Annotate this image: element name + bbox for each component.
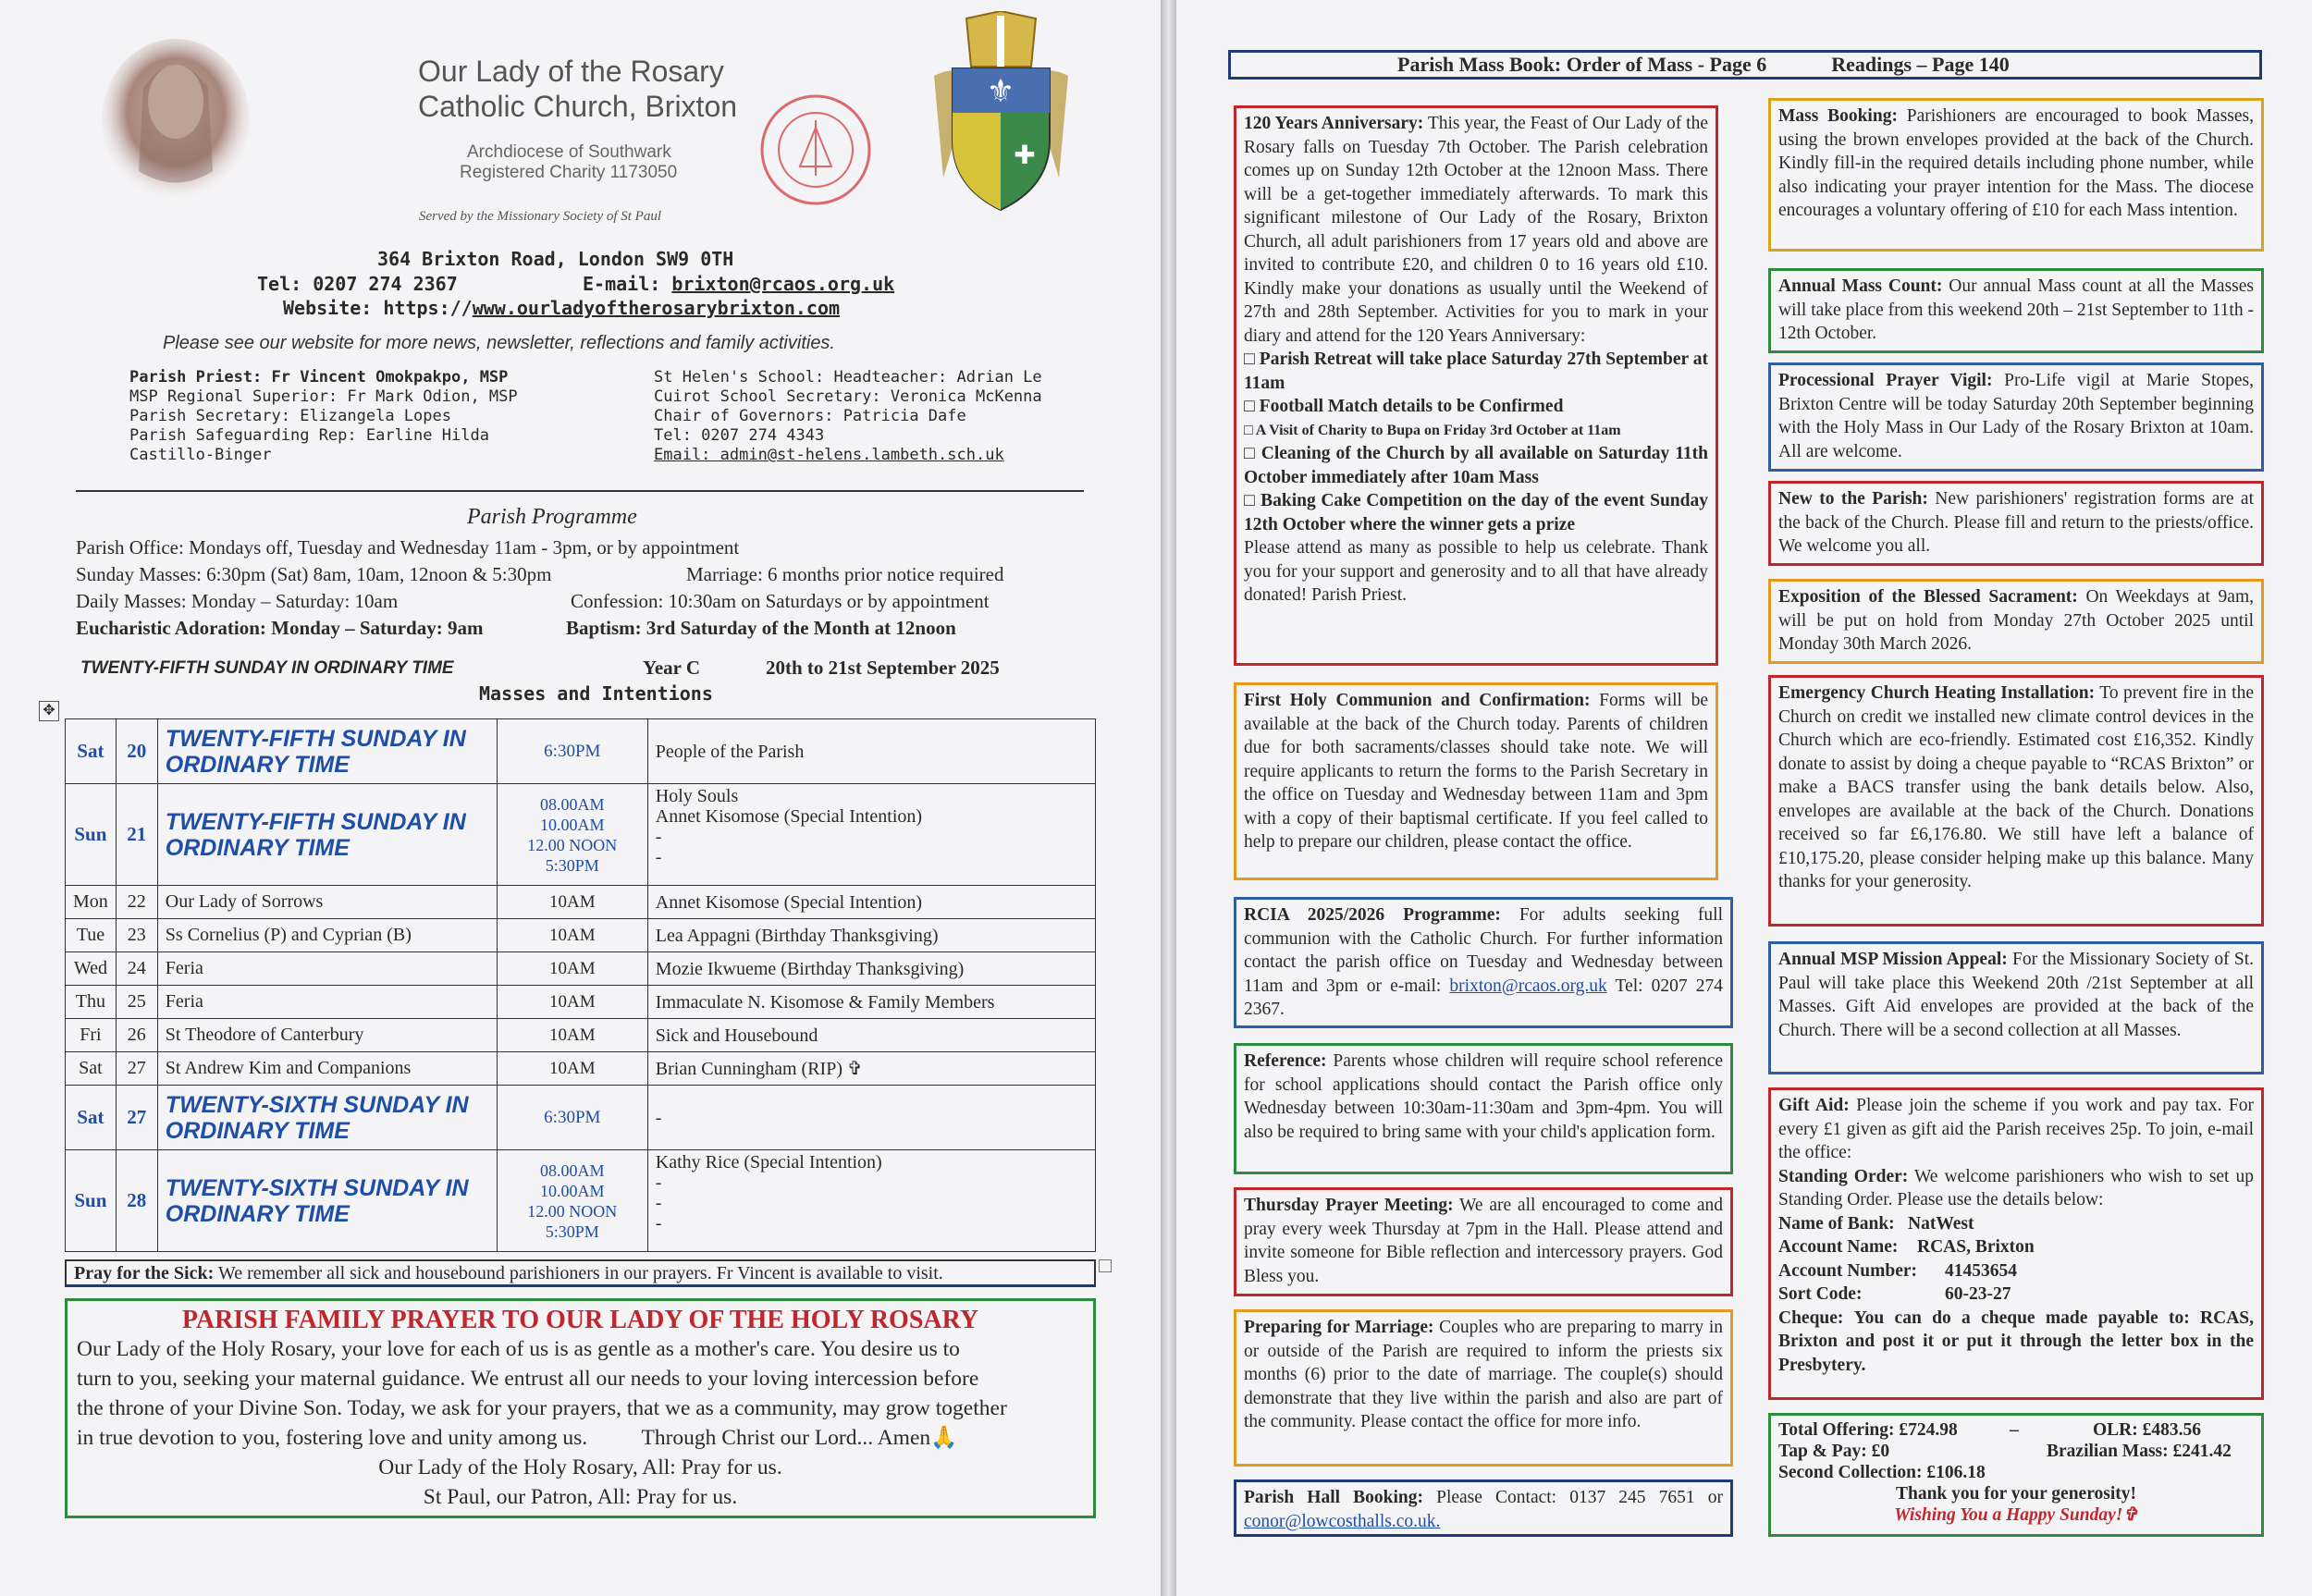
msp-appeal-notice: [1768, 941, 2264, 1074]
intention-line: Annet Kisomose (Special Intention): [655, 891, 923, 913]
mass-date: 27: [116, 1052, 157, 1086]
mass-time: 5:30PM: [545, 1222, 599, 1241]
mass-day: Thu: [66, 986, 117, 1019]
church-name-line-1: Our Lady of the Rosary: [418, 55, 724, 88]
svg-text:⚜: ⚜: [986, 73, 1015, 110]
booking-label: Mass Booking:: [1778, 106, 1898, 126]
liturgical-year: Year C: [643, 657, 701, 679]
baptism-times: Baptism: 3rd Saturday of the Month at 12noon: [566, 617, 956, 639]
intention-line: -: [655, 1213, 662, 1234]
mass-time: 08.00AM: [540, 794, 605, 814]
mass-date: 25: [116, 986, 157, 1019]
cheque-label: Cheque:: [1778, 1307, 1844, 1328]
mass-day: Sat: [66, 1086, 117, 1150]
mass-day: Wed: [66, 952, 117, 986]
mass-date: 28: [116, 1150, 157, 1252]
mass-time: 10AM: [548, 1025, 596, 1045]
mass-times: [497, 1150, 647, 1252]
mass-feast: TWENTY-FIFTH SUNDAY IN ORDINARY TIME: [157, 719, 497, 784]
mass-times: [497, 886, 647, 919]
vigil-text: Pro-Life vigil at Marie Stopes, Brixton Centre will be today Saturday 20th September beginning with the Holy Mass in Our Lady of the Rosary Brixton at 10am. All are welcome.: [1778, 371, 2255, 461]
anniversary-closing: Please attend as many as possible to help us celebrate. Thank you for your support and generosity and to all that have already donated! Parish Priest.: [1244, 538, 1708, 605]
mass-row: [66, 784, 1096, 886]
intention-line: -: [655, 827, 662, 847]
mass-day: Sun: [66, 784, 117, 886]
website-label: Website: https://: [283, 297, 473, 319]
marriage-label: Preparing for Marriage:: [1244, 1318, 1434, 1337]
family-prayer-box: [65, 1298, 1096, 1518]
mass-row: [66, 1086, 1096, 1150]
mass-row: [66, 886, 1096, 919]
intention-line: Sick and Housebound: [655, 1025, 818, 1046]
mass-row: [66, 719, 1096, 784]
exposition-notice: [1768, 579, 2264, 664]
masses-table: [65, 718, 1096, 1252]
brazilian-mass-offering: Brazilian Mass: £241.42: [2047, 1442, 2232, 1461]
charity-text: Registered Charity 1173050: [460, 163, 678, 182]
mass-row: [66, 1019, 1096, 1052]
intention-line: People of the Parish: [655, 741, 805, 762]
mass-intention: [647, 1052, 1095, 1086]
anniversary-text: This year, the Feast of Our Lady of the Rosary falls on Tuesday 7th October. The Parish celebration comes up on Sunday 12th October at the 12noon Mass. There will be a get-together immediately afterwards. To mark this significant milestone of Our Lady of the Rosary, Brixton Church, all adult parishioners from 17 years old and above are invited to contribute £20, and children 0 to 16 years old £10. Kindly make your donations as usually until the Weekend of 27th and 28th September. Activities for you to mark in your diary and attend for the 120 Years Anniversary:: [1244, 114, 1708, 346]
prayer-line: in true devotion to you, fostering love and unity among us. Through Christ our Lord... Amen🙏: [77, 1426, 958, 1450]
activity-item: □ Cleaning of the Church by all available on Saturday 11th October immediately after 10am Mass: [1244, 444, 1708, 487]
email-link[interactable]: brixton@rcaos.org.uk: [671, 273, 895, 295]
school-line: Cuirot School Secretary: Veronica McKenna: [654, 387, 1042, 406]
address-text: 364 Brixton Road, London SW9 0TH: [377, 248, 734, 270]
mass-day: Sat: [66, 719, 117, 784]
hall-email-link[interactable]: conor@lowcosthalls.co.uk.: [1244, 1511, 1441, 1531]
page-gutter: [1161, 0, 1176, 1596]
rcia-email-link[interactable]: brixton@rcaos.org.uk: [1449, 976, 1607, 996]
mass-row: [66, 1150, 1096, 1252]
thursday-text: We are all encouraged to come and pray every week Thursday at 7pm in the Hall. Please attend and invite someone for Bible reflection and intercessory prayers. God Bless you.: [1244, 1196, 1723, 1286]
mass-times: [497, 1019, 647, 1052]
communion-label: First Holy Communion and Confirmation:: [1244, 691, 1591, 710]
mass-date: 20: [116, 719, 157, 784]
school-line: Tel: 0207 274 4343: [654, 426, 825, 445]
activity-item: □ A Visit of Charity to Bupa on Friday 3rd October at 11am: [1244, 422, 1621, 438]
order-of-mass-ref: Parish Mass Book: Order of Mass - Page 6: [1397, 53, 1767, 76]
msp-label: Annual MSP Mission Appeal:: [1778, 950, 2008, 969]
intention-line: Brian Cunningham (RIP) ✞: [655, 1058, 863, 1079]
family-prayer-title: PARISH FAMILY PRAYER TO OUR LADY OF THE HOLY ROSARY: [181, 1306, 979, 1334]
gift-aid-label: Gift Aid:: [1778, 1096, 1850, 1115]
mass-row: [66, 919, 1096, 952]
week-dates: 20th to 21st September 2025: [766, 657, 1000, 679]
second-collection: Second Collection: £106.18: [1778, 1463, 1986, 1482]
mass-row: [66, 1052, 1096, 1086]
communion-notice: [1234, 682, 1718, 880]
mass-date: 21: [116, 784, 157, 886]
archdiocese-text: Archdiocese of Southwark: [467, 142, 671, 162]
mass-time: 10AM: [548, 1058, 596, 1078]
mass-date: 27: [116, 1086, 157, 1150]
staff-line: Parish Secretary: Elizangela Lopes: [129, 407, 451, 425]
archdiocese-coat-of-arms-image: [925, 11, 1077, 215]
mass-time: 10AM: [548, 958, 596, 978]
intention-line: Immaculate N. Kisomose & Family Members: [655, 991, 995, 1013]
reference-label: Reference:: [1244, 1051, 1327, 1071]
thursday-label: Thursday Prayer Meeting:: [1244, 1196, 1454, 1215]
intention-line: Kathy Rice (Special Intention): [655, 1152, 882, 1172]
exposition-text: On Weekdays at 9am, will be put on hold from Monday 27th October 2025 until Monday 30th March 2026.: [1778, 587, 2254, 654]
mass-time: 6:30PM: [544, 741, 601, 761]
mass-intention: [647, 1150, 1095, 1252]
mass-times: [497, 1052, 647, 1086]
activity-item: □ Parish Retreat will take place Saturday 27th September at 11am: [1244, 350, 1708, 393]
mass-times: [497, 952, 647, 986]
staff-line: Castillo-Binger: [129, 446, 272, 464]
gift-aid-text: Please join the scheme if you work and pay tax. For every £1 given as gift aid the Parish receives 25p. To join, e-mail the office:: [1778, 1096, 2254, 1162]
church-name-line-2: Catholic Church, Brixton: [418, 90, 738, 123]
mass-times: [497, 719, 647, 784]
reference-text: Parents whose children will require school reference for school applications should contact the Parish office only Wednesday between 10:30am-11:30am and 3pm-4pm. You will also be required to bring same with your child's application form.: [1244, 1051, 1724, 1142]
new-label: New to the Parish:: [1778, 489, 1928, 509]
mass-feast: St Andrew Kim and Companions: [157, 1052, 497, 1086]
heating-text: To prevent fire in the Church on credit we installed new climate control devices in the Church which are eco-friendly. Estimated cost £16,352. Kindly donate to assist by doing a cheque payable to “RCAS Brixton” or make a BACS transfer using the bank details below. Also, envelopes are available at the back of the Church. Donations received so far £6,176.80. We still have left a balance of £10,175.20, please consider helping make up this balance. Many thanks for your generosity.: [1778, 683, 2254, 891]
mass-time: 10.00AM: [540, 1181, 605, 1200]
communion-text: Forms will be available at the back of the Church today. Parents of children due for both sacraments/classes should take note. We will require applicants to return the forms to the Parish Secretary in the office on Tuesday and Wednesday between 11am and 3pm with a copy of their baptismal certificate. If you feel called to help to prepare our children, please contact the office.: [1244, 691, 1708, 852]
offering-dash: –: [2010, 1420, 2019, 1440]
sort-code-label: Sort Code:: [1778, 1284, 1863, 1304]
move-handle-icon[interactable]: ✥: [39, 701, 59, 721]
missionary-seal-image: [758, 92, 874, 208]
new-parishioners-notice: [1768, 481, 2264, 566]
phone-text: Tel: 0207 274 2367: [257, 273, 458, 295]
office-hours: Parish Office: Mondays off, Tuesday and Wednesday 11am - 3pm, or by appointment: [76, 536, 740, 559]
mass-book-banner: [1228, 50, 2262, 80]
prayer-response-1: Our Lady of the Holy Rosary, All: Pray for us.: [378, 1455, 782, 1479]
week-title: TWENTY-FIFTH SUNDAY IN ORDINARY TIME: [80, 658, 454, 678]
prayer-line: turn to you, seeking your maternal guidance. We entrust all our needs to your loving intercession before: [77, 1367, 979, 1391]
mass-feast: TWENTY-SIXTH SUNDAY IN ORDINARY TIME: [157, 1150, 497, 1252]
mass-intention: [647, 919, 1095, 952]
mass-date: 24: [116, 952, 157, 986]
total-offering: Total Offering: £724.98: [1778, 1420, 1958, 1440]
anniversary-notice: [1234, 105, 1718, 666]
marriage-notice: Marriage: 6 months prior notice required: [686, 563, 1004, 585]
mass-intention: [647, 784, 1095, 886]
mass-day: Fri: [66, 1019, 117, 1052]
mass-times: [497, 784, 647, 886]
marriage-text: Couples who are preparing to marry in or outside of the Parish are required to inform the priests six months (6) prior to the date of marriage. The couple(s) should demonstrate that they live within the parish and also are part of the community. Please contact the office for more info.: [1244, 1318, 1723, 1431]
activity-item: □ Baking Cake Competition on the day of the event Sunday 12th October where the winner gets a prize: [1244, 491, 1708, 534]
email-label: E-mail:: [583, 273, 672, 295]
new-text: New parishioners' registration forms are at the back of the Church. Please fill and return to the priests/office. We welcome you all.: [1778, 489, 2255, 556]
mass-intention: [647, 719, 1095, 784]
mass-feast: Ss Cornelius (P) and Cyprian (B): [157, 919, 497, 952]
bank-value: NatWest: [1908, 1213, 1974, 1234]
booking-text: Parishioners are encouraged to book Masses, using the brown envelopes provided at the back of the Church. Kindly fill-in the required details including phone number, while also indicating your prayer intention for the Mass. The diocese encourages a voluntary offering of £10 for each Mass intention.: [1778, 106, 2255, 220]
mass-intention: [647, 986, 1095, 1019]
intention-line: Annet Kisomose (Special Intention): [655, 806, 923, 827]
school-staff-list: [654, 368, 1042, 465]
email-line: [583, 273, 894, 295]
offering-summary: [1768, 1413, 2264, 1537]
rcia-label: RCIA 2025/2026 Programme:: [1244, 905, 1501, 925]
mass-date: 22: [116, 886, 157, 919]
mass-time: 12.00 NOON: [527, 1201, 618, 1221]
mass-feast: St Theodore of Canterbury: [157, 1019, 497, 1052]
rcia-tel: Tel: 0207 274 2367.: [1244, 976, 1724, 1019]
prayer-line: the throne of your Divine Son. Today, we ask for your prayers, that we as a community, may grow together: [77, 1396, 1007, 1420]
mass-times: [497, 919, 647, 952]
pray-for-sick-text: We remember all sick and housebound parishioners in our prayers. Fr Vincent is available to visit.: [214, 1263, 943, 1283]
prayer-vigil-notice: [1768, 362, 2264, 472]
account-number-value: 41453654: [1945, 1260, 2017, 1281]
sunday-masses: Sunday Masses: 6:30pm (Sat) 8am, 10am, 12noon & 5:30pm: [76, 563, 552, 585]
heating-label: Emergency Church Heating Installation:: [1778, 683, 2096, 703]
see-website-note: Please see our website for more news, newsletter, reflections and family activities.: [163, 333, 835, 353]
mass-time: 10AM: [548, 925, 596, 945]
mass-date: 23: [116, 919, 157, 952]
standing-order-label: Standing Order:: [1778, 1166, 1909, 1186]
mass-feast: TWENTY-FIFTH SUNDAY IN ORDINARY TIME: [157, 784, 497, 886]
mass-time: 10.00AM: [540, 815, 605, 834]
right-page: [1176, 0, 2312, 1596]
cheque-text: You can do a cheque made payable to: RCAS, Brixton and post it or put it through the letter box in the Presbytery.: [1778, 1307, 2255, 1375]
mass-day: Tue: [66, 919, 117, 952]
mass-feast: Our Lady of Sorrows: [157, 886, 497, 919]
hall-text: Please Contact: 0137 245 7651 or: [1436, 1488, 1724, 1507]
mass-day: Sun: [66, 1150, 117, 1252]
intention-line: Lea Appagni (Birthday Thanksgiving): [655, 925, 939, 946]
adoration-times: Eucharistic Adoration: Monday – Saturday: 9am: [76, 617, 484, 639]
mass-intention: [647, 1019, 1095, 1052]
staff-line: Parish Safeguarding Rep: Earline Hilda: [129, 426, 489, 445]
mass-date: 26: [116, 1019, 157, 1052]
thank-you-text: Thank you for your generosity!: [1895, 1484, 2137, 1504]
prayer-response-2: St Paul, our Patron, All: Pray for us.: [423, 1485, 738, 1509]
exposition-label: Exposition of the Blessed Sacrament:: [1778, 587, 2078, 607]
mass-intention: [647, 952, 1095, 986]
mass-time: 5:30PM: [545, 855, 599, 875]
mass-feast: Feria: [157, 986, 497, 1019]
mass-times: [497, 986, 647, 1019]
programme-title: Parish Programme: [467, 505, 637, 529]
mass-times: [497, 1086, 647, 1150]
confession-times: Confession: 10:30am on Saturdays or by appointment: [571, 590, 990, 612]
thursday-prayer-notice: [1234, 1187, 1733, 1296]
account-number-label: Account Number:: [1778, 1260, 1918, 1281]
standing-order-text: We welcome parishioners who wish to set up Standing Order. Please use the details below:: [1778, 1166, 2254, 1209]
divider: [76, 490, 1084, 492]
intention-line: -: [655, 1193, 662, 1213]
count-text: Our annual Mass count at all the Masses will take place from this weekend 20th – 21st September to 11th - 12th October.: [1778, 276, 2254, 343]
mass-feast: Feria: [157, 952, 497, 986]
readings-ref: Readings – Page 140: [1831, 53, 2010, 76]
mass-time: 6:30PM: [544, 1107, 601, 1127]
mass-time: 10AM: [548, 891, 596, 912]
account-name-label: Account Name:: [1778, 1237, 1899, 1257]
rcia-notice: [1234, 897, 1733, 1028]
mass-time: 10AM: [548, 991, 596, 1012]
hall-label: Parish Hall Booking:: [1244, 1488, 1423, 1507]
mass-booking-notice: [1768, 98, 2264, 252]
bank-label: Name of Bank:: [1778, 1213, 1895, 1234]
mass-feast: TWENTY-SIXTH SUNDAY IN ORDINARY TIME: [157, 1086, 497, 1150]
mass-row: [66, 952, 1096, 986]
marriage-prep-notice: [1234, 1309, 1733, 1467]
website-line: [283, 297, 840, 319]
mass-time: 08.00AM: [540, 1160, 605, 1180]
count-label: Annual Mass Count:: [1778, 276, 1943, 296]
msp-text: For the Missionary Society of St. Paul will take place this Weekend 20th /21st September at all Masses. Gift Aid envelopes are provided at the back of the Church. There will be a second collection at all Masses.: [1778, 950, 2254, 1040]
madonna-portrait-image: [97, 32, 254, 203]
school-email[interactable]: Email: admin@st-helens.lambeth.sch.uk: [654, 446, 1004, 464]
mass-intention: [647, 1086, 1095, 1150]
intention-line: -: [655, 847, 662, 867]
mass-day: Mon: [66, 886, 117, 919]
gift-aid-notice: [1768, 1087, 2264, 1400]
sort-code-value: 60-23-27: [1945, 1284, 2011, 1304]
account-name-value: RCAS, Brixton: [1917, 1237, 2035, 1257]
mass-time: 12.00 NOON: [527, 835, 618, 854]
reference-notice: [1234, 1043, 1733, 1174]
intention-line: Holy Souls: [655, 786, 739, 806]
mass-row: [66, 986, 1096, 1019]
mass-intention: [647, 886, 1095, 919]
pray-for-sick-banner: [65, 1259, 1096, 1287]
school-line: St Helen's School: Headteacher: Adrian Le: [654, 368, 1042, 387]
rcia-text: For adults seeking full communion with the Catholic Church. For further information contact the parish office on Tuesday and Wednesday between 11am and 3pm or e-mail:: [1244, 905, 1724, 996]
intention-line: Mozie Ikwueme (Birthday Thanksgiving): [655, 958, 965, 979]
resize-handle[interactable]: [1099, 1259, 1112, 1272]
served-by-text: Served by the Missionary Society of St Paul: [419, 209, 662, 224]
school-line: Chair of Governors: Patricia Dafe: [654, 407, 966, 425]
mass-count-notice: [1768, 268, 2264, 353]
parish-staff-list: [129, 368, 518, 465]
hall-booking-notice: [1234, 1479, 1733, 1537]
happy-sunday-text: Wishing You a Happy Sunday!✞: [1894, 1505, 2138, 1525]
tap-pay-offering: Tap & Pay: £0: [1778, 1442, 1890, 1461]
programme-block: [76, 534, 1112, 642]
mass-day: Sat: [66, 1052, 117, 1086]
intention-line: -: [655, 1172, 662, 1193]
staff-line: MSP Regional Superior: Fr Mark Odion, MSP: [129, 387, 518, 406]
vigil-label: Processional Prayer Vigil:: [1778, 371, 1993, 390]
prayer-line: Our Lady of the Holy Rosary, your love for each of us is as gentle as a mother's care. You desire us to: [77, 1337, 960, 1361]
staff-line: Parish Priest: Fr Vincent Omokpakpo, MSP: [129, 368, 509, 387]
website-link[interactable]: www.ourladyoftherosarybrixton.com: [472, 297, 841, 319]
activity-item: □ Football Match details to be Confirmed: [1244, 397, 1564, 416]
anniversary-label: 120 Years Anniversary:: [1244, 114, 1424, 133]
olr-offering: OLR: £483.56: [2093, 1420, 2201, 1440]
intention-line: -: [655, 1107, 662, 1128]
pray-for-sick-label: Pray for the Sick:: [74, 1263, 215, 1283]
heating-appeal-notice: [1768, 675, 2264, 927]
masses-subtitle: Masses and Intentions: [479, 682, 713, 705]
svg-text:✚: ✚: [1014, 140, 1036, 170]
daily-masses: Daily Masses: Monday – Saturday: 10am: [76, 590, 399, 612]
